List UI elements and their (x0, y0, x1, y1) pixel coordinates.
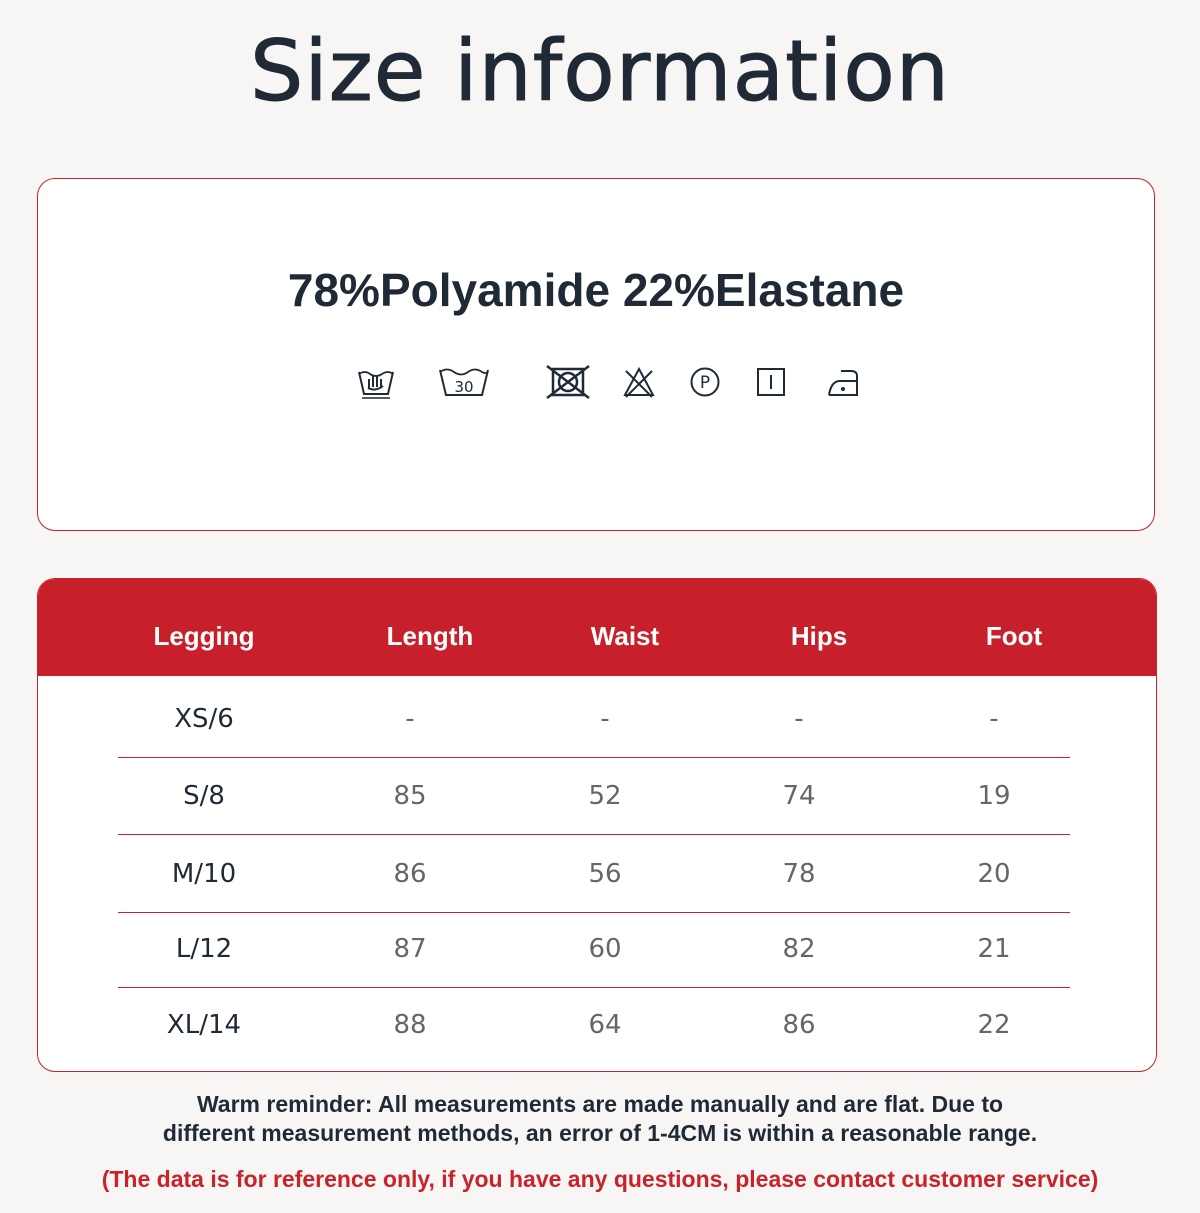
page-title: Size information (250, 22, 950, 120)
dry-clean-p-icon (688, 364, 722, 400)
hips-cell: 82 (782, 934, 816, 964)
waist-cell: 52 (588, 781, 622, 811)
hips-cell: 78 (782, 859, 816, 889)
header-length: Length (386, 621, 474, 651)
dry-clean-letter: P (699, 373, 711, 393)
do-not-tumble-dry-icon (545, 364, 591, 400)
header-legging: Legging (153, 621, 255, 651)
foot-cell: 22 (977, 1010, 1011, 1040)
do-not-bleach-icon (622, 364, 656, 400)
size-cell: XS/6 (174, 704, 234, 734)
hips-cell: 74 (782, 781, 816, 811)
table-row (118, 837, 1070, 913)
foot-cell: 19 (977, 781, 1011, 811)
table-row (118, 682, 1070, 758)
size-cell: L/12 (175, 934, 233, 964)
waist-cell: 56 (588, 859, 622, 889)
waist-cell: - (600, 704, 610, 734)
measurement-reminder (0, 1090, 1200, 1148)
hips-cell: - (794, 704, 804, 734)
foot-cell: 21 (977, 934, 1011, 964)
waist-cell: 64 (588, 1010, 622, 1040)
foot-cell: 20 (977, 859, 1011, 889)
header-waist: Waist (590, 621, 660, 651)
size-cell: M/10 (171, 859, 237, 889)
reminder-line-2: different measurement methods, an error of 1-4CM is within a reasonable range. (162, 1120, 1038, 1146)
header-hips: Hips (790, 621, 848, 651)
table-row (118, 759, 1070, 835)
table-row (118, 988, 1070, 1063)
wash-temp-label: 30 (454, 378, 474, 396)
reminder-line-1: Warm reminder: All measurements are made manually and are flat. Due to (196, 1091, 1004, 1117)
wash-30-icon (438, 364, 490, 400)
table-header (38, 579, 1156, 676)
length-cell: 87 (393, 934, 427, 964)
waist-cell: 60 (588, 934, 622, 964)
header-foot: Foot (985, 621, 1043, 651)
size-table (37, 578, 1157, 1072)
length-cell: 85 (393, 781, 427, 811)
hand-wash-icon (356, 364, 396, 400)
table-row (118, 912, 1070, 988)
length-cell: 88 (393, 1010, 427, 1040)
hips-cell: 86 (782, 1010, 816, 1040)
length-cell: - (405, 704, 415, 734)
size-cell: XL/14 (166, 1010, 242, 1040)
length-cell: 86 (393, 859, 427, 889)
line-dry-icon (755, 364, 787, 400)
fabric-composition: 78%Polyamide 22%Elastane (287, 264, 905, 316)
care-icons-row (38, 364, 1154, 404)
fabric-card (37, 178, 1155, 531)
foot-cell: - (989, 704, 999, 734)
size-cell: S/8 (183, 781, 225, 811)
iron-low-icon (826, 364, 862, 400)
reference-note: (The data is for reference only, if you have any questions, please contact customer service) (101, 1166, 1099, 1192)
